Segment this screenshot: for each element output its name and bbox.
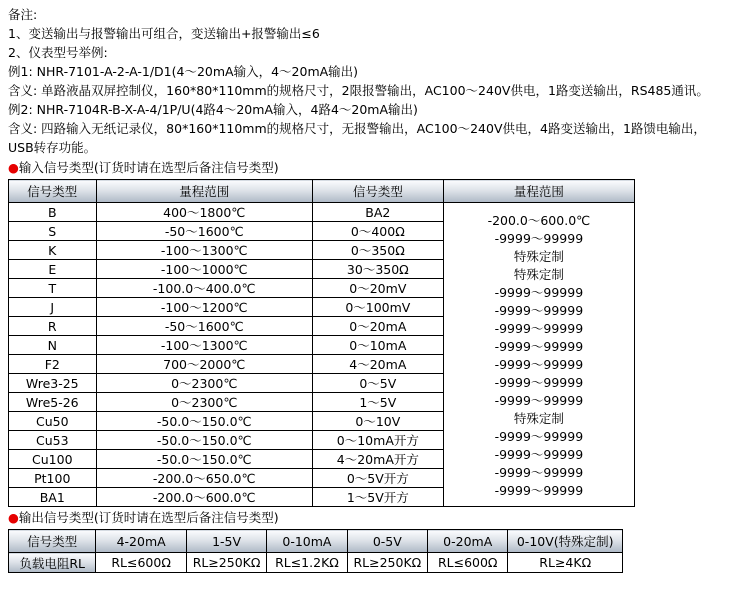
notes-line: 例1: NHR-7101-A-2-A-1/D1(4～20mA输入，4～20mA输出) [8,64,359,79]
cell-type-left: B [9,203,97,222]
cell-type-left: N [9,336,97,355]
output-section-title-text: 输出信号类型(订货时请在选型后备注信号类型) [18,510,279,525]
cell-range-left: -50～1600℃ [96,222,312,241]
cell-type-right: 1～5V开方 [312,488,443,507]
header-cell-range-right: 量程范围 [443,180,634,203]
cell-range-left: -50.0～150.0℃ [96,450,312,469]
header-cell-0-10v-custom: 0-10V(特殊定制) [508,530,623,553]
notes-line: 含义: 四路输入无纸记录仪，80*160*110mm的规格尺寸，无报警输出，AC100～240V供电，4路变送输出，1路馈电输出，USB转存功能。 [8,121,706,155]
header-cell-1-5v: 1-5V [186,530,266,553]
cell-type-right: 0～10mA [312,336,443,355]
header-cell-4-20ma: 4-20mA [96,530,186,553]
red-bullet-icon: ● [8,160,19,175]
range-line: -9999～99999 [494,483,584,498]
cell-type-left: E [9,260,97,279]
cell-type-right: 30～350Ω [312,260,443,279]
range-line: -9999～99999 [494,285,584,300]
cell-type-right: 0～400Ω [312,222,443,241]
cell-range-left: 400～1800℃ [96,203,312,222]
range-line: -9999～99999 [494,357,584,372]
range-line: -9999～99999 [494,231,584,246]
cell-type-left: J [9,298,97,317]
output-section-title [8,508,723,527]
input-section-title [8,158,723,177]
range-line: -200.0～600.0℃ [487,213,591,228]
range-line: -9999～99999 [494,303,584,318]
cell-type-right: 0～5V开方 [312,469,443,488]
cell-range-left: 0～2300℃ [96,393,312,412]
header-cell-range-left: 量程范围 [96,180,312,203]
cell-type-right: BA2 [312,203,443,222]
cell-type-right: 4～20mA [312,355,443,374]
header-cell-0-10ma: 0-10mA [267,530,347,553]
range-line: 特殊定制 [513,267,564,282]
input-table-header-row [9,180,635,203]
cell-type-left: BA1 [9,488,97,507]
cell-type-left: T [9,279,97,298]
range-line: -9999～99999 [494,339,584,354]
cell-type-left: Cu50 [9,412,97,431]
cell-type-right: 4～20mA开方 [312,450,443,469]
notes-line: 1、变送输出与报警输出可组合，变送输出+报警输出≤6 [8,26,320,41]
cell-type-right: 0～5V [312,374,443,393]
cell-type-right: 0～100mV [312,298,443,317]
red-bullet-icon: ● [8,510,19,525]
notes-line: 2、仪表型号举例: [8,45,108,60]
cell-type-left: R [9,317,97,336]
cell-load-resistance-value: RL≤600Ω [96,553,186,573]
range-line: 特殊定制 [513,411,564,426]
cell-type-left: Cu100 [9,450,97,469]
range-line: -9999～99999 [494,375,584,390]
output-table-value-row [9,553,623,573]
cell-range-left: -50.0～150.0℃ [96,412,312,431]
cell-range-left: -100.0～400.0℃ [96,279,312,298]
cell-type-right: 0～350Ω [312,241,443,260]
cell-type-left: F2 [9,355,97,374]
cell-type-left: Wre3-25 [9,374,97,393]
header-cell-signal-type-right: 信号类型 [312,180,443,203]
range-line: -9999～99999 [494,321,584,336]
range-line: -9999～99999 [494,429,584,444]
cell-range-left: -50～1600℃ [96,317,312,336]
cell-type-right: 1～5V [312,393,443,412]
cell-type-left: S [9,222,97,241]
range-line: -9999～99999 [494,447,584,462]
notes-line: 含义: 单路液晶双屏控制仪，160*80*110mm的规格尺寸，2限报警输出，AC100～240V供电，1路变送输出，RS485通讯。 [8,83,709,98]
cell-type-left: Wre5-26 [9,393,97,412]
input-section-title-text: 输入信号类型(订货时请在选型后备注信号类型) [18,160,279,175]
output-table-header-row [9,530,623,553]
cell-load-resistance-value: RL≥4KΩ [508,553,623,573]
table-row [9,203,635,222]
range-line: 特殊定制 [513,249,564,264]
cell-type-left: K [9,241,97,260]
cell-range-left: -100～1200℃ [96,298,312,317]
cell-load-resistance-value: RL≥250KΩ [186,553,266,573]
cell-load-resistance-value: RL≤600Ω [428,553,508,573]
cell-range-left: 700～2000℃ [96,355,312,374]
header-cell-0-5v: 0-5V [347,530,427,553]
header-cell-0-20ma: 0-20mA [428,530,508,553]
cell-range-left: -200.0～650.0℃ [96,469,312,488]
cell-load-resistance-value: RL≤1.2KΩ [267,553,347,573]
cell-type-right: 0～10mA开方 [312,431,443,450]
input-signal-table [8,179,635,507]
header-cell-signal-type: 信号类型 [9,530,96,553]
notes-title: 备注: [8,7,38,22]
cell-load-resistance-value: RL≥250KΩ [347,553,427,573]
cell-range-left: -200.0～600.0℃ [96,488,312,507]
cell-range-left: -50.0～150.0℃ [96,431,312,450]
header-cell-signal-type-left: 信号类型 [9,180,97,203]
range-line: -9999～99999 [494,393,584,408]
notes-block [8,5,723,157]
cell-range-left: -100～1300℃ [96,241,312,260]
cell-load-resistance-label: 负载电阻RL [9,553,96,573]
cell-range-right-merged [443,203,634,507]
range-line: -9999～99999 [494,465,584,480]
cell-type-right: 0～20mA [312,317,443,336]
cell-type-left: Pt100 [9,469,97,488]
cell-type-left: Cu53 [9,431,97,450]
cell-range-left: -100～1300℃ [96,336,312,355]
cell-type-right: 0～20mV [312,279,443,298]
cell-range-left: 0～2300℃ [96,374,312,393]
notes-line: 例2: NHR-7104R-B-X-A-4/1P/U(4路4～20mA输入，4路4～20mA输出) [8,102,418,117]
cell-range-left: -100～1000℃ [96,260,312,279]
cell-type-right: 0～10V [312,412,443,431]
output-signal-table [8,529,623,573]
